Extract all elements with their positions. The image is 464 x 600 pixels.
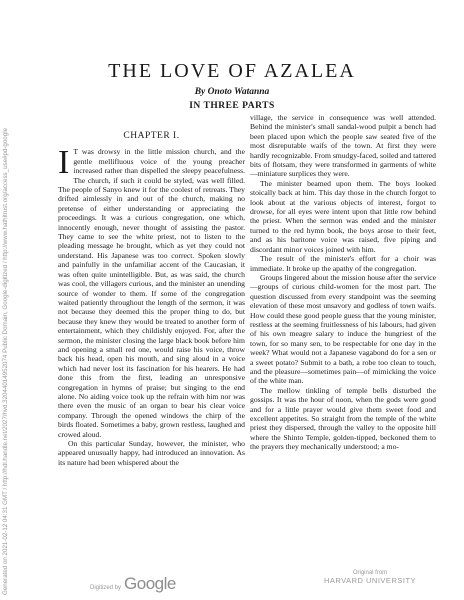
left-column bbox=[58, 132, 245, 467]
google-digitized-mark bbox=[90, 574, 176, 594]
harvard-label: HARVARD UNIVERSITY bbox=[323, 576, 417, 585]
paragraph bbox=[58, 144, 245, 439]
paragraph: The result of the minister's effort for a choir was immediate. It broke up the apathy of the congregation. bbox=[250, 254, 436, 273]
paragraph: Groups lingered about the mission house after the service—groups of curious child-women for the most part. The question discussed from every standpoint was the seeming elevation of these most unsavory and godless of town waifs. How could these good people guess that the young minister, restless at the seeming fruitlessness of his labours, had given of his own meagre salary to induce the hungriest of the town, for so many sen, to be respectable for one day in the week? What would not a Japanese vagabond do for a sen or a sweet potato? Submit to a bath, a robe too clean to touch, and the pleasure—sometimes pain—of mimicking the voice of the white man. bbox=[250, 272, 436, 386]
paragraph: On this particular Sunday, however, the minister, who appeared unusually happy, had introduced an innovation. As its nature had been whispered about the bbox=[58, 439, 245, 467]
story-title: THE LOVE OF AZALEA bbox=[108, 60, 356, 82]
right-column bbox=[250, 113, 436, 452]
paragraph: The minister beamed upon them. The boys looked stoically back at him. This day those in the church forgot to look about at the various objects of interest, forgot to drowse, for all eyes were intent upon that little row behind the priest. When the sermon was ended and the minister turned to the red hymn book, the boys arose to their feet, and as his baritone voice was raised, five piping and discordant minor voices joined with him. bbox=[250, 178, 436, 254]
google-logo: Google bbox=[124, 574, 176, 593]
parts-note: IN THREE PARTS bbox=[189, 101, 275, 111]
original-from-label: Original from bbox=[352, 570, 388, 576]
drop-cap: I bbox=[58, 144, 70, 182]
harvard-origin-mark bbox=[320, 570, 420, 585]
chapter-heading: CHAPTER I. bbox=[123, 131, 180, 141]
paragraph: The mellow tinkling of temple bells disturbed the gossips. It was the hour of noon, when the gods were good and for a little prayer would give them sweet food and excellent appetites. So straight from the temple of the white priest they dispersed, through the valley to the opposite hill where the Shinto Temple, golden-tipped, beckoned them to the prayers they mechanically understood; a mo- bbox=[250, 385, 436, 452]
paragraph: village, the service in consequence was well attended. Behind the minister's small sandal-wood pulpit a bench had been placed upon which the people saw seated five of the most disreputable waifs of the town. At first they were hardly recognizable. From smudgy-faced, soiled and tattered bits of flotsam, they were transformed in garments of white—miniature surplices they were. bbox=[250, 113, 436, 179]
author-byline: By Onoto Watanna bbox=[194, 87, 270, 97]
hathitrust-watermark: Generated on 2021-02-12 04:31 GMT / http://hdl.handle.net/2027/hvd.32044014952074 Public Domain, Google-digitized / http://www.hathitrust.org/access_use#pd-google bbox=[2, 127, 9, 595]
digitized-by-label: Digitized by bbox=[90, 585, 122, 591]
paragraph-text: T was drowsy in the little mission church, and the gentle mellifluous voice of the young preacher increased rather than dispelled the sleepy peacefulness. The church, if such it could be styled, was well filled. The people of Sanyo knew it for the coolest of retreats. They drifted aimlessly in and out of the church, making no pretense of either understanding or appreciating the proceedings. It was a curious congregation, one which, innocently enough, never thought of assisting the pastor. They came to see the white priest, not to listen to the pleading message he brought, which as yet they could not understand. His Japanese was too correct. Spoken slowly and painfully in the unfamiliar accent of the Caucasian, it was often quite unintelligible. But, as was said, the church was cool, the villagers curious, and the minister an unending source of wonder to them. If some of the congregation waited patiently throughout the length of the sermon, it was not because they deemed this the proper thing to do, but because they knew they would be treated to another form of entertainment, which they childishly enjoyed. For, after the sermon, the minister closing the large black book before him and opening a small red one, would raise his voice, throw back his head, open his mouth, and sing aloud in a voice which had never lost its fascination for his hearers. He had done this from the first, leading an unresponsive congregation in hymns of praise; but singing to the end alone. No aiding voice took up the refrain with him nor was there even the music of an organ to bear his clear voice company. Through the opened windows the chirp of the birds floated. Sometimes a baby, grown restless, laughed and crowed aloud. bbox=[58, 147, 245, 439]
